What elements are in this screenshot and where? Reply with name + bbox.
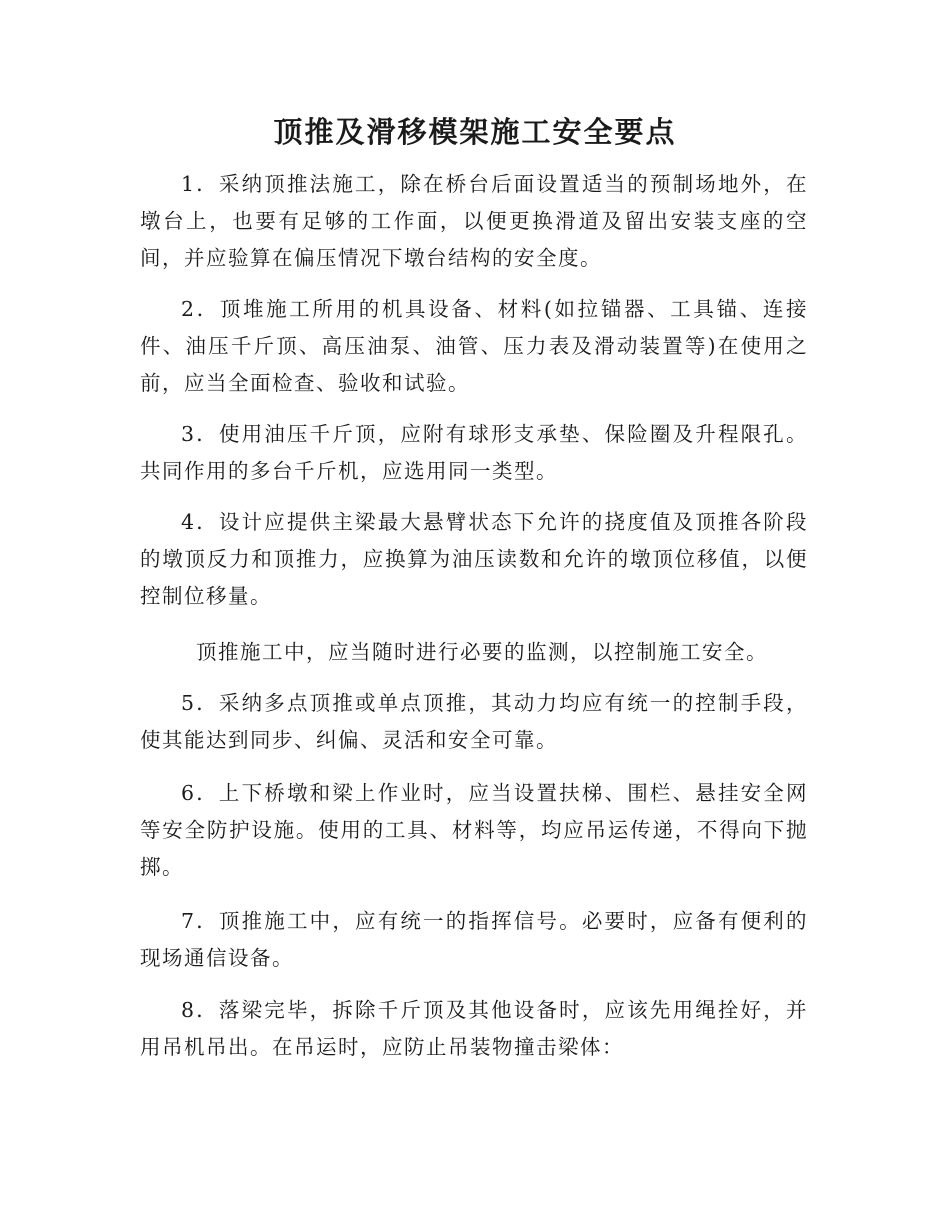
paragraph-4: 4．设计应提供主梁最大悬臂状态下允许的挠度值及顶推各阶段的墩顶反力和顶推力，应换算为油压读数和允许的墩顶位移值，以便控制位移量。 <box>140 510 808 608</box>
paragraph-5: 5．采纳多点顶推或单点顶推，其动力均应有统一的控制手段，使其能达到同步、纠偏、灵活和安全可靠。 <box>140 691 808 752</box>
document-title: 顶推及滑移模架施工安全要点 <box>273 115 677 149</box>
paragraph-monitoring-note: 顶推施工中，应当随时进行必要的监测，以控制施工安全。 <box>196 640 768 664</box>
paragraph-2: 2．顶堆施工所用的机具设备、材料(如拉锚器、工具锚、连接件、油压千斤顶、高压油泵、油管、压力表及滑动装置等)在使用之前，应当全面检查、验收和试验。 <box>140 297 808 395</box>
paragraph-3: 3．使用油压千斤顶，应附有球形支承垫、保险圈及升程限孔。共同作用的多台千斤机，应选用同一类型。 <box>140 422 808 483</box>
paragraph-7: 7．顶推施工中，应有统一的指挥信号。必要时，应备有便利的现场通信设备。 <box>140 909 808 970</box>
paragraph-6: 6．上下桥墩和梁上作业时，应当设置扶梯、围栏、悬挂安全网等安全防护设施。使用的工具、材料等，均应吊运传递，不得向下抛掷。 <box>140 781 808 879</box>
paragraph-1: 1．采纳顶推法施工，除在桥台后面设置适当的预制场地外，在墩台上，也要有足够的工作面，以便更换滑道及留出安装支座的空间，并应验算在偏压情况下墩台结构的安全度。 <box>140 172 808 270</box>
paragraph-8: 8．落梁完毕，拆除千斤顶及其他设备时，应该先用绳拴好，并用吊机吊出。在吊运时，应防止吊装物撞击梁体： <box>140 998 808 1059</box>
